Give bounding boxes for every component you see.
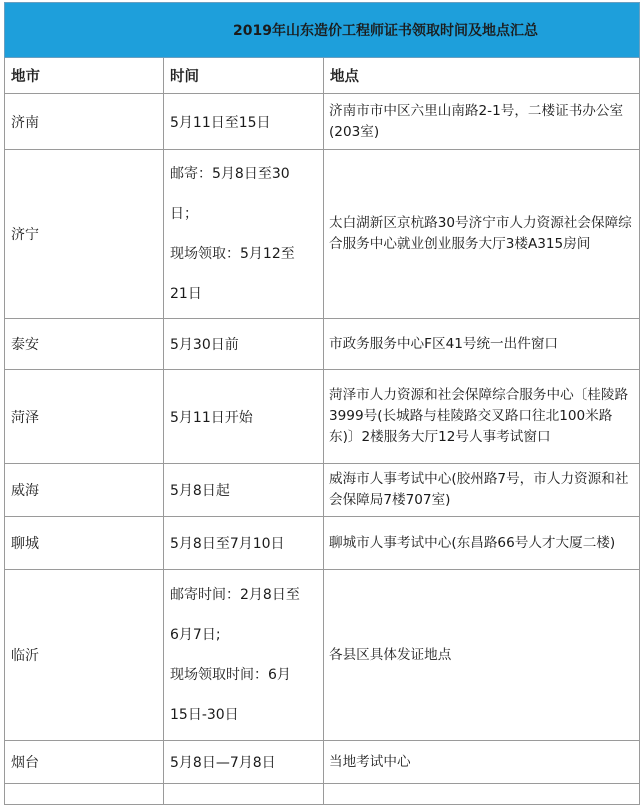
table-title: 2019年山东造价工程师证书领取时间及地点汇总 [5, 3, 640, 58]
place-cell: 聊城市人事考试中心(东昌路66号人才大厦二楼) [324, 517, 640, 570]
time-cell [164, 464, 324, 517]
table-row [5, 570, 640, 741]
time-line: 5月11日至15日 [170, 114, 271, 131]
time-line: 5月30日前 [170, 337, 239, 353]
header-row [5, 58, 640, 94]
time-line: 日； [170, 206, 198, 222]
city-cell: 烟台 [5, 741, 164, 784]
time-cell [164, 570, 324, 741]
table-row [5, 741, 640, 784]
time-line: 5月11日开始 [170, 409, 253, 426]
time-cell [164, 370, 324, 464]
place-cell: 各县区具体发证地点 [324, 570, 640, 741]
place-cell: 济南市市中区六里山南路2-1号，二楼证书办公室(203室) [324, 94, 640, 150]
city-cell: 济宁 [5, 150, 164, 319]
table-row [5, 370, 640, 464]
header-place: 地点 [324, 58, 640, 94]
place-cell: 菏泽市人力资源和社会保障综合服务中心〔桂陵路3999号(长城路与桂陵路交叉路口往北100米路东)〕2楼服务大厅12号人事考试窗口 [324, 370, 640, 464]
place-cell: 太白湖新区京杭路30号济宁市人力资源社会保障综合服务中心就业创业服务大厅3楼A315房间 [324, 150, 640, 319]
time-line: 5月8日至7月10日 [170, 536, 285, 552]
city-cell: 聊城 [5, 517, 164, 570]
table-row [5, 150, 640, 319]
city-cell: 威海 [5, 464, 164, 517]
time-line: 15日-30日 [170, 707, 239, 723]
time-line: 现场领取：5月12至 [170, 246, 295, 262]
place-cell: 当地考试中心 [324, 741, 640, 784]
city-cell: 泰安 [5, 319, 164, 370]
time-cell [164, 319, 324, 370]
time-line: 21日 [170, 286, 202, 302]
table-row [5, 319, 640, 370]
time-cell [164, 741, 324, 784]
table-row [5, 517, 640, 570]
table-row [5, 94, 640, 150]
place-cell: 市政务服务中心F区41号统一出件窗口 [324, 319, 640, 370]
city-cell: 济南 [5, 94, 164, 150]
place-cell: 威海市人事考试中心(胶州路7号，市人力资源和社会保障局7楼707室) [324, 464, 640, 517]
city-cell: 菏泽 [5, 370, 164, 464]
header-time: 时间 [164, 58, 324, 94]
time-line: 5月8日—7月8日 [170, 755, 276, 771]
time-cell [164, 94, 324, 150]
certificate-table [4, 2, 640, 805]
table-row [5, 464, 640, 517]
time-line: 现场领取时间：6月 [170, 667, 291, 683]
time-line: 邮寄时间：2月8日至 [170, 587, 300, 603]
time-cell [164, 150, 324, 319]
time-cell [164, 517, 324, 570]
header-city: 地市 [5, 58, 164, 94]
time-line: 6月7日; [170, 627, 221, 643]
city-cell: 临沂 [5, 570, 164, 741]
time-line: 5月8日起 [170, 483, 230, 499]
title-row [5, 3, 640, 58]
time-line: 邮寄：5月8日至30 [170, 166, 290, 182]
